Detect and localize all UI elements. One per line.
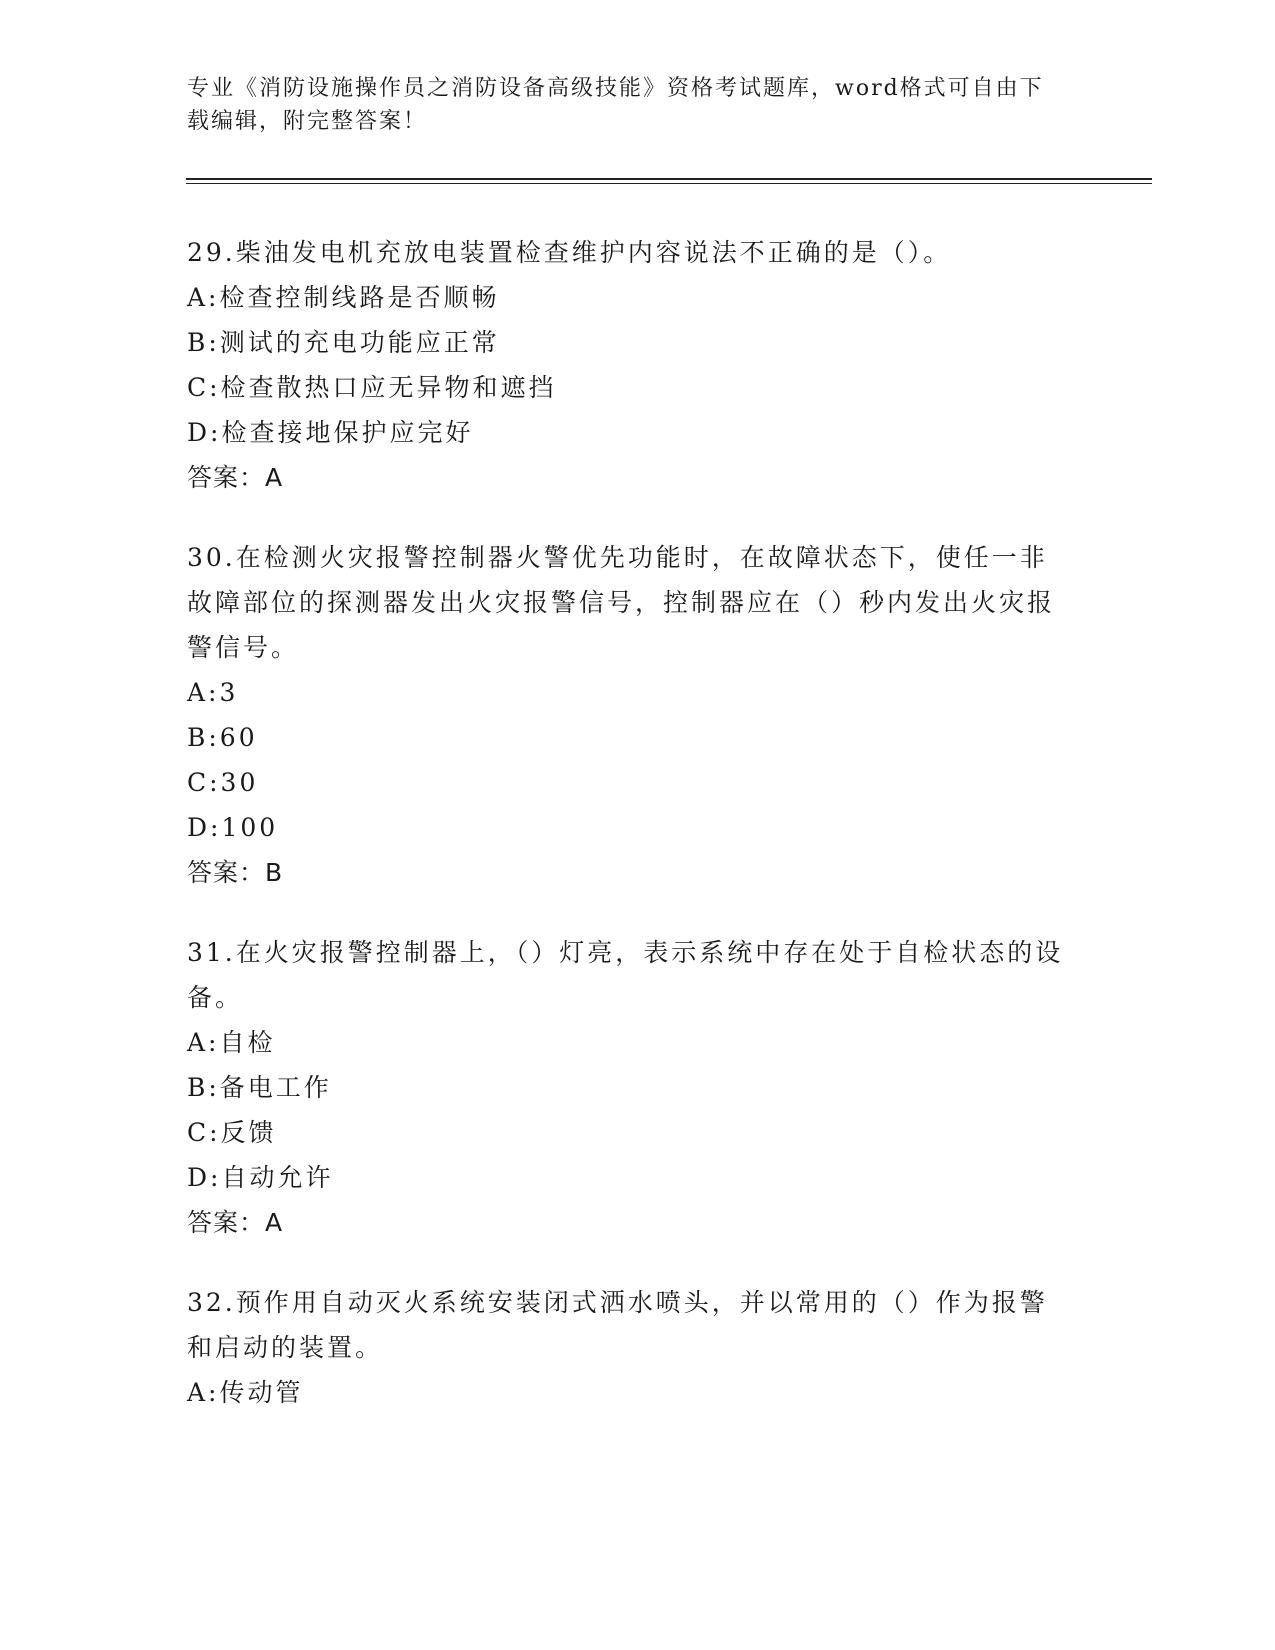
option-a: A:自检 bbox=[187, 1028, 276, 1057]
question-29 bbox=[187, 230, 1087, 501]
question-stem: 29.柴油发电机充放电装置检查维护内容说法不正确的是（）。 bbox=[187, 238, 952, 267]
option-b: B:60 bbox=[187, 723, 258, 752]
option-a: A:检查控制线路是否顺畅 bbox=[187, 283, 500, 312]
question-stem: 31.在火灾报警控制器上，（）灯亮，表示系统中存在处于自检状态的设备。 bbox=[187, 938, 1064, 1012]
option-d: D:检查接地保护应完好 bbox=[187, 418, 474, 447]
document-header: 专业《消防设施操作员之消防设备高级技能》资格考试题库，word格式可自由下载编辑，附完整答案！ bbox=[187, 76, 1044, 134]
question-30 bbox=[187, 535, 1087, 896]
answer-line: 答案：A bbox=[187, 463, 284, 492]
header-divider-thin bbox=[186, 183, 1152, 184]
question-stem: 30.在检测火灾报警控制器火警优先功能时，在故障状态下，使任一非故障部位的探测器发出火灾报警信号，控制器应在（）秒内发出火灾报警信号。 bbox=[187, 543, 1056, 662]
header-divider-thick bbox=[186, 178, 1152, 180]
option-c: C:30 bbox=[187, 768, 259, 797]
question-list bbox=[187, 230, 1087, 1449]
answer-line: 答案：B bbox=[187, 858, 284, 887]
option-d: D:自动允许 bbox=[187, 1163, 334, 1192]
option-a: A:3 bbox=[187, 678, 239, 707]
option-c: C:反馈 bbox=[187, 1118, 277, 1147]
question-stem: 32.预作用自动灭火系统安装闭式洒水喷头，并以常用的（）作为报警和启动的装置。 bbox=[187, 1288, 1048, 1362]
option-b: B:备电工作 bbox=[187, 1073, 332, 1102]
option-c: C:检查散热口应无异物和遮挡 bbox=[187, 373, 557, 402]
option-a: A:传动管 bbox=[187, 1378, 304, 1407]
option-d: D:100 bbox=[187, 813, 279, 842]
question-31 bbox=[187, 930, 1087, 1246]
question-32 bbox=[187, 1280, 1087, 1415]
answer-line: 答案：A bbox=[187, 1208, 284, 1237]
option-b: B:测试的充电功能应正常 bbox=[187, 328, 500, 357]
